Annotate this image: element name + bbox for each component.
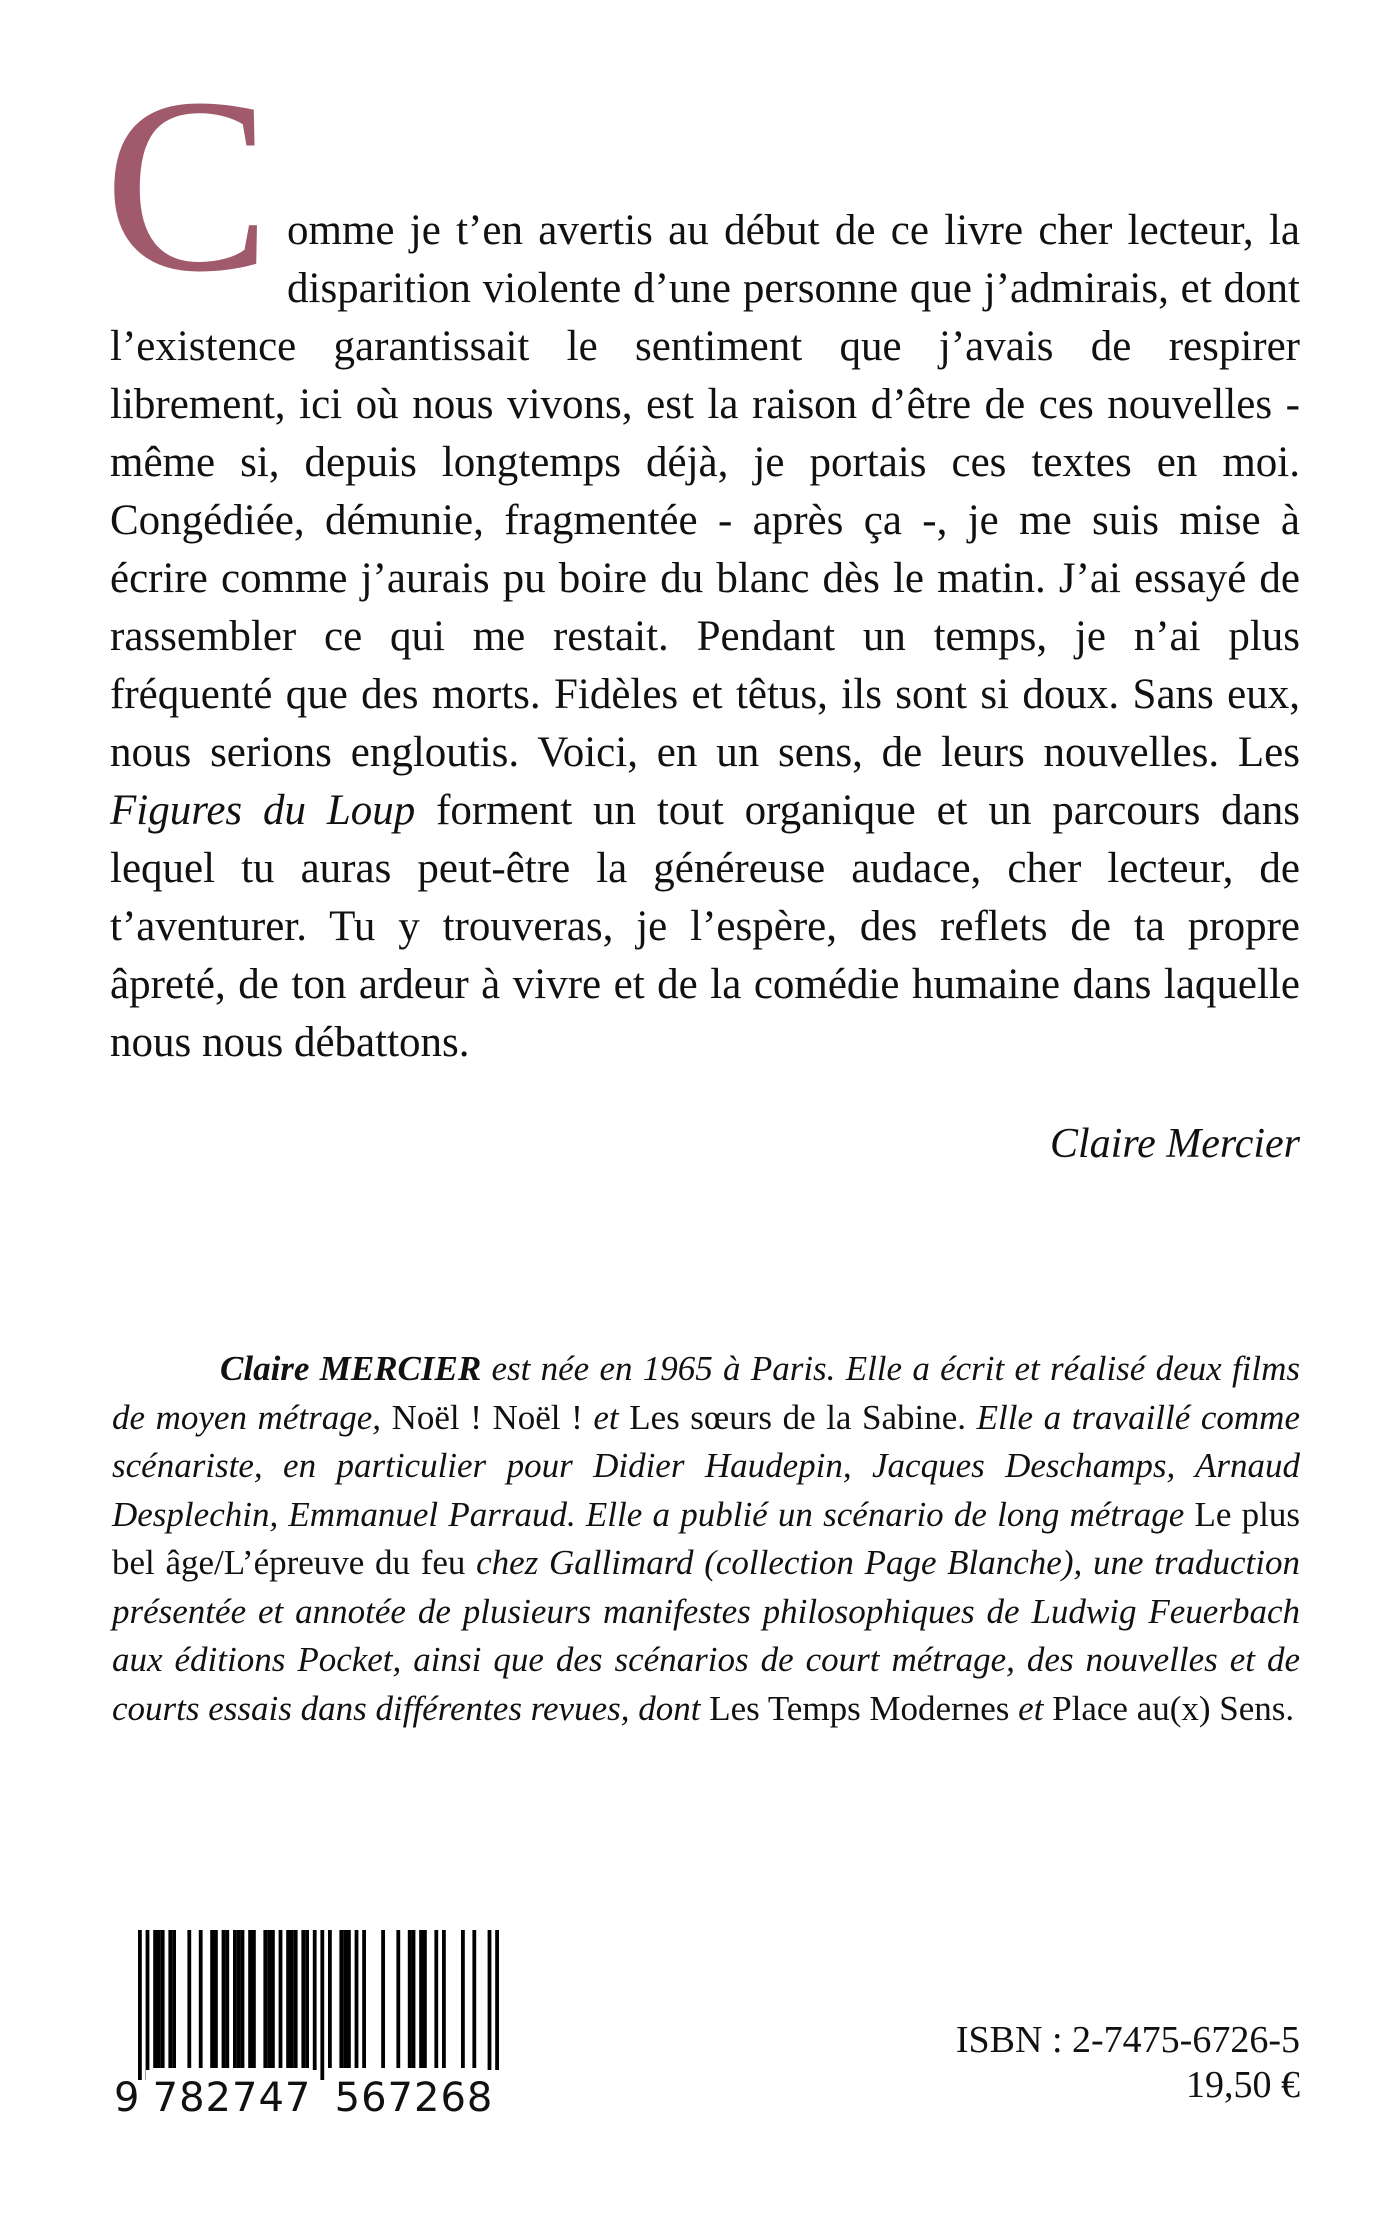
blurb-text-lead: omme je t’en avertis au début de ce livre cher lecteur, la disparition violente d’une personne que j’admirais, et dont l’existence garantissait le sentiment que j’avais de respirer librement, ici où nous vivons, est la raison d’être de ces nouvelles - même si, depuis longtemps déjà, je portais ces textes en moi. Congédiée, démunie, fragmentée - après ça -, je me suis mise à écrire comme j’aurais pu boire du blanc dès le matin. J’ai essayé de rassembler ce qui me restait. Pendant un temps, je n’ai plus fréquenté que des morts. Fidèles et têtus, ils sont si doux. Sans eux, nous serions engloutis. Voici, en un sens, de leurs nouvelles. Les bbox=[110, 207, 1300, 776]
barcode-bar bbox=[248, 1930, 252, 2068]
barcode-bar bbox=[222, 1930, 226, 2068]
barcode-bar bbox=[279, 1930, 283, 2068]
barcode-digits bbox=[114, 2070, 514, 2126]
barcode-bar bbox=[472, 1930, 476, 2068]
barcode-bar bbox=[214, 1930, 218, 2068]
barcode-first-digit: 9 bbox=[114, 2075, 140, 2121]
barcode-bar bbox=[233, 1930, 237, 2068]
barcode-bar bbox=[495, 1930, 499, 2080]
blurb-text-rest: forment un tout organique et un parcours dans lequel tu auras peut-être la généreuse audace, cher lecteur, de t’aventurer. Tu y trouveras, je l’espère, des reflets de ta propre âpreté, de ton ardeur à vivre et de la comédie humaine dans laquelle nous nous débattons. bbox=[110, 787, 1300, 1066]
barcode-bar bbox=[161, 1930, 165, 2068]
barcode-bar bbox=[290, 1930, 294, 2068]
isbn: ISBN : 2-7475-6726-5 bbox=[955, 2019, 1300, 2061]
book-title: Figures du Loup bbox=[110, 787, 416, 834]
barcode-bar bbox=[199, 1930, 203, 2068]
barcode-bar bbox=[343, 1930, 347, 2068]
barcode-bar bbox=[339, 1930, 343, 2068]
barcode-bar bbox=[225, 1930, 229, 2068]
barcode-bar bbox=[355, 1930, 359, 2068]
barcode-bar bbox=[461, 1930, 465, 2068]
barcode-bar bbox=[267, 1930, 271, 2068]
blurb-paragraph bbox=[110, 70, 1300, 1072]
barcode-bar bbox=[301, 1930, 305, 2068]
price: 19,50 € bbox=[1186, 2064, 1300, 2106]
barcode-bar bbox=[423, 1930, 427, 2068]
barcode-bar bbox=[263, 1930, 267, 2068]
barcode-bar bbox=[347, 1930, 351, 2068]
barcode-bar bbox=[434, 1930, 438, 2068]
barcode-bar bbox=[271, 1930, 275, 2068]
barcode-bar bbox=[412, 1930, 416, 2068]
bio-text-5: et bbox=[1009, 1688, 1053, 1728]
barcode-bar bbox=[419, 1930, 423, 2068]
barcode-bar bbox=[138, 1930, 142, 2080]
bio-text-2: et bbox=[582, 1397, 630, 1437]
barcode-bar bbox=[313, 1930, 317, 2080]
barcode-left-group: 782747 bbox=[146, 2070, 318, 2126]
barcode-right-group: 567268 bbox=[326, 2070, 502, 2126]
barcode-bar bbox=[153, 1930, 157, 2068]
barcode-bar bbox=[328, 1930, 332, 2068]
journal-title-1: Les Temps Modernes bbox=[709, 1688, 1010, 1728]
film-title-3: Le plus bel âge/L’épreuve du feu bbox=[112, 1494, 1300, 1582]
barcode-bar bbox=[157, 1930, 161, 2068]
barcode-bar bbox=[241, 1930, 245, 2068]
barcode-bars bbox=[114, 1930, 514, 2080]
bio-text-4: chez Gallimard (collection Page Blanche), une traduction présentée et annotée de plusieurs manifestes philosophiques de Ludwig Feuerbach aux éditions Pocket, ainsi que des scénarios de court métrage, des nouvelles et de courts essais dans différentes revues, dont bbox=[112, 1543, 1300, 1728]
barcode-bar bbox=[305, 1930, 309, 2068]
author-name: Claire MERCIER bbox=[220, 1349, 482, 1388]
barcode-bar bbox=[286, 1930, 290, 2068]
barcode-bar bbox=[146, 1930, 150, 2080]
signature: Claire Mercier bbox=[1050, 1121, 1300, 1167]
bio-text-3: Elle a travaillé comme scénariste, en particulier pour Didier Haudepin, Jacques Deschamps, Arnaud Desplechin, Emmanuel Parraud. Elle a publié un scénario de long métrage bbox=[112, 1397, 1300, 1534]
barcode-bar bbox=[442, 1930, 446, 2068]
barcode-bar bbox=[488, 1930, 492, 2080]
barcode-bar bbox=[381, 1930, 385, 2068]
barcode-bar bbox=[252, 1930, 256, 2068]
barcode-bar bbox=[320, 1930, 324, 2080]
barcode-bar bbox=[172, 1930, 176, 2068]
film-title-2: Les sœurs de la Sabine. bbox=[629, 1397, 967, 1437]
barcode-bar bbox=[187, 1930, 191, 2068]
barcode-bar bbox=[408, 1930, 412, 2068]
barcode bbox=[114, 1930, 514, 2122]
barcode-bar bbox=[396, 1930, 400, 2068]
barcode-bar bbox=[237, 1930, 241, 2068]
bio-text-1: est née en 1965 à Paris. Elle a écrit et réalisé deux films de moyen métrage, bbox=[112, 1349, 1301, 1437]
drop-cap-letter: C bbox=[104, 47, 271, 324]
film-title-1: Noël ! Noël ! bbox=[391, 1397, 583, 1437]
barcode-bar bbox=[168, 1930, 172, 2068]
barcode-bar bbox=[362, 1930, 366, 2068]
blurb bbox=[104, 47, 1300, 1072]
barcode-bar bbox=[294, 1930, 298, 2068]
author-bio bbox=[112, 1345, 1300, 1733]
barcode-bar bbox=[210, 1930, 214, 2068]
journal-title-2: Place au(x) Sens. bbox=[1052, 1688, 1295, 1728]
